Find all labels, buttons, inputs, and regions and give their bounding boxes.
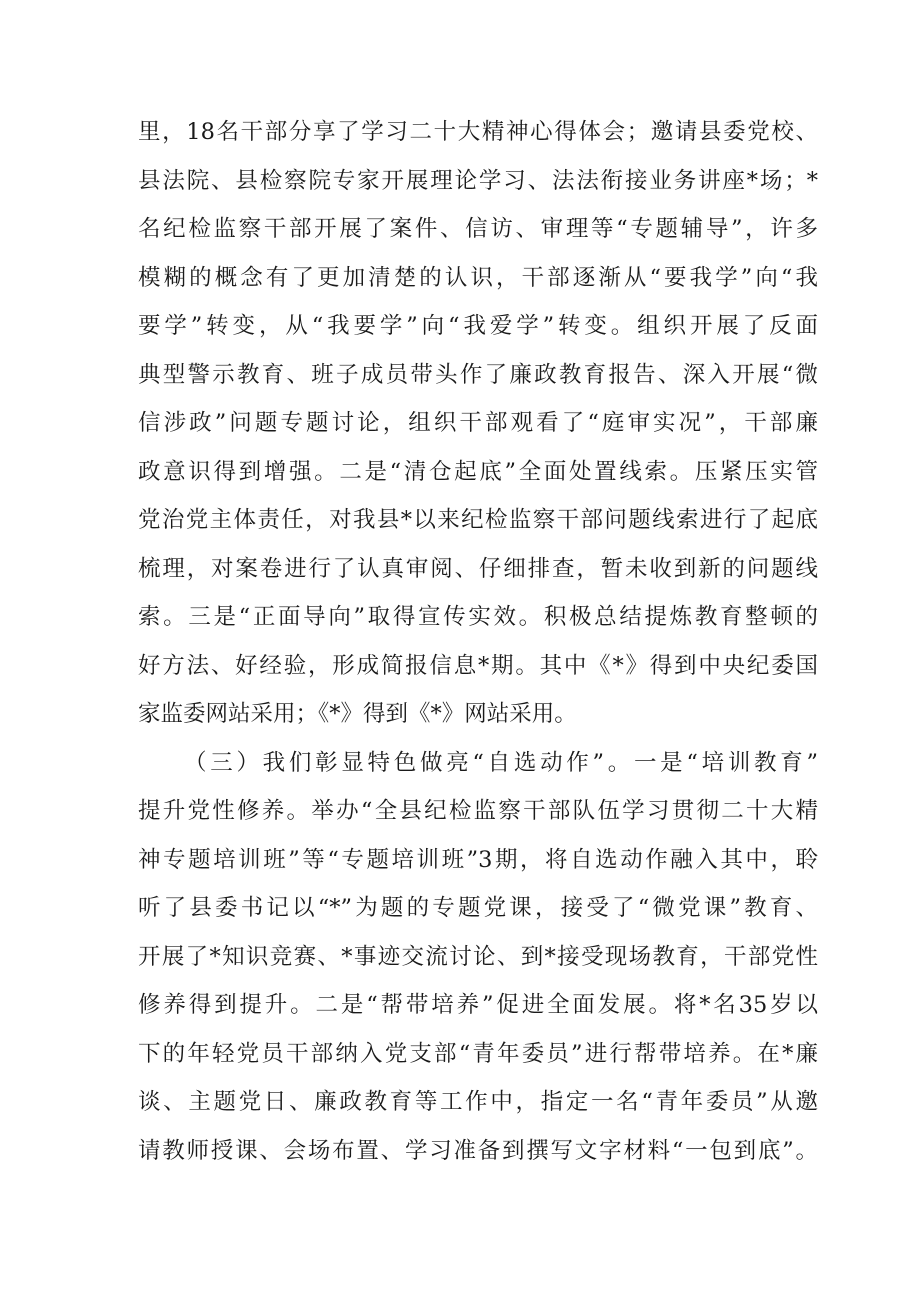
paragraph-line: 听了县委书记以“*”为题的专题党课，接受了“微党课”教育、	[138, 895, 818, 921]
paragraph-line: 请教师授课、会场布置、学习准备到撰写文字材料“一包到底”。	[138, 1137, 818, 1164]
paragraph-line: 模糊的概念有了更加清楚的认识，干部逐渐从“要我学”向“我	[138, 264, 818, 291]
paragraph-line: 典型警示教育、班子成员带头作了廉政教育报告、深入开展“微	[138, 361, 818, 388]
paragraph-line: 下的年轻党员干部纳入党支部“青年委员”进行帮带培养。在*廉	[138, 1040, 818, 1067]
paragraph-line: 提升党性修养。举办“全县纪检监察干部队伍学习贯彻二十大精	[138, 798, 818, 824]
paragraph-line: 家监委网站采用；《*》得到《*》网站采用。	[138, 701, 577, 727]
paragraph-line: 党治党主体责任，对我县*以来纪检监察干部问题线索进行了起底	[138, 507, 818, 533]
paragraph-1	[138, 108, 818, 739]
paragraph-line: 政意识得到增强。二是“清仓起底”全面处置线索。压紧压实管	[138, 458, 818, 485]
paragraph-line: 修养得到提升。二是“帮带培养”促进全面发展。将*名35岁以	[138, 992, 818, 1018]
paragraph-line: 信涉政”问题专题讨论，组织干部观看了“庭审实况”，干部廉	[138, 410, 818, 436]
paragraph-line: 要学”转变，从“我要学”向“我爱学”转变。组织开展了反面	[138, 313, 818, 339]
paragraph-line: 开展了*知识竞赛、*事迹交流讨论、到*接受现场教育，干部党性	[138, 943, 818, 970]
document-body	[138, 108, 818, 1175]
paragraph-line: 神专题培训班”等“专题培训班”3期，将自选动作融入其中，聆	[138, 846, 818, 873]
paragraph-line: 索。三是“正面导向”取得宣传实效。积极总结提炼教育整顿的	[138, 604, 818, 630]
paragraph-line: 好方法、好经验，形成简报信息*期。其中《*》得到中央纪委国	[138, 652, 818, 679]
paragraph-2	[138, 739, 818, 1176]
paragraph-line: 名纪检监察干部开展了案件、信访、审理等“专题辅导”，许多	[138, 216, 818, 242]
paragraph-line: 谈、主题党日、廉政教育等工作中，指定一名“青年委员”从邀	[138, 1089, 818, 1115]
paragraph-line: （三）我们彰显特色做亮“自选动作”。一是“培训教育”	[184, 749, 818, 776]
paragraph-line: 县法院、县检察院专家开展理论学习、法法衔接业务讲座*场；*	[138, 167, 818, 194]
paragraph-line: 里，18名干部分享了学习二十大精神心得体会；邀请县委党校、	[138, 119, 818, 145]
paragraph-line: 梳理，对案卷进行了认真审阅、仔细排查，暂未收到新的问题线	[138, 555, 818, 582]
